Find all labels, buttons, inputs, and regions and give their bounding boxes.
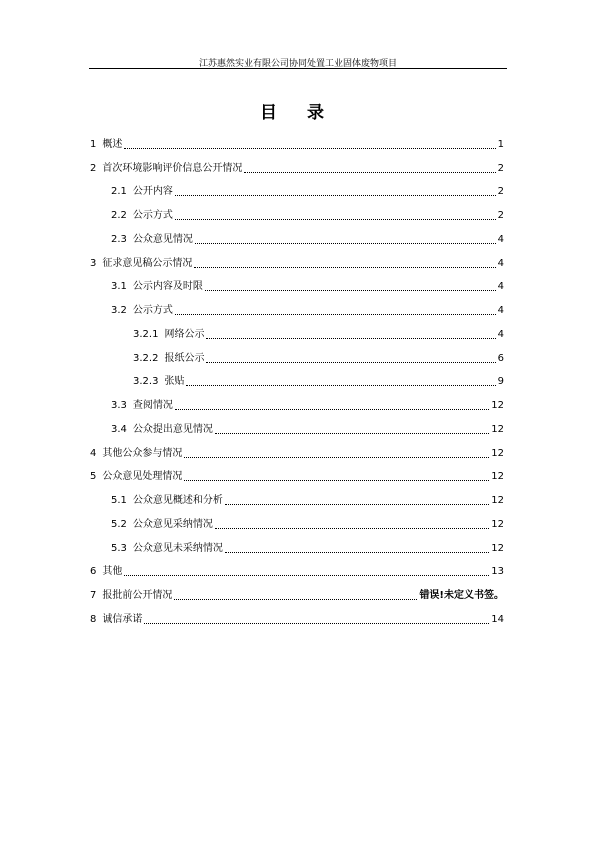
toc-leader-dots xyxy=(215,527,489,529)
toc-entry[interactable] xyxy=(90,412,504,436)
toc-entry-number: 1 xyxy=(90,138,97,150)
toc-entry-page: 12 xyxy=(491,518,504,530)
toc-leader-dots xyxy=(194,266,495,268)
toc-leader-dots xyxy=(186,384,495,386)
toc-entry-page: 错误!未定义书签。 xyxy=(419,590,504,601)
toc-entry-page: 12 xyxy=(491,447,504,459)
toc-entry[interactable] xyxy=(90,602,504,626)
toc-entry-page: 14 xyxy=(491,613,504,625)
toc-entry-title: 网络公示 xyxy=(164,328,205,340)
toc-entry-number: 5.3 xyxy=(111,542,127,554)
toc-entry-title: 公示方式 xyxy=(132,305,173,316)
toc-entry-title: 征求意见稿公示情况 xyxy=(102,257,193,269)
toc-entry[interactable] xyxy=(90,388,504,412)
toc-entry[interactable] xyxy=(90,365,504,389)
toc-entry[interactable] xyxy=(90,436,504,460)
toc-entry-title: 公众提出意见情况 xyxy=(132,423,213,435)
toc-entry-page: 12 xyxy=(491,542,504,554)
toc-entry-title: 概述 xyxy=(102,138,123,150)
toc-leader-dots xyxy=(175,194,496,196)
toc-entry-title: 公众意见情况 xyxy=(132,233,193,245)
toc-entry-title: 报批前公开情况 xyxy=(102,590,173,601)
toc-title: 目 录 xyxy=(260,103,336,123)
toc-leader-dots xyxy=(205,289,496,291)
toc-entry-title: 其他公众参与情况 xyxy=(102,447,183,459)
toc-entry-number: 6 xyxy=(90,566,97,578)
header-divider xyxy=(89,68,507,69)
toc-entry-title: 公众意见采纳情况 xyxy=(132,518,213,530)
toc-leader-dots xyxy=(184,479,489,481)
toc-entry-page: 4 xyxy=(497,257,504,269)
toc-entry[interactable] xyxy=(90,578,504,602)
toc-entry-number: 7 xyxy=(90,590,97,601)
toc-entry-number: 3.2.2 xyxy=(133,352,159,364)
toc-entry[interactable] xyxy=(90,270,504,294)
toc-entry-number: 2.2 xyxy=(111,210,127,221)
toc-entry-title: 报纸公示 xyxy=(164,352,205,364)
toc-entry-page: 2 xyxy=(497,210,504,221)
toc-entry[interactable] xyxy=(90,531,504,555)
toc-leader-dots xyxy=(225,503,489,505)
toc-entry-page: 4 xyxy=(497,281,504,293)
toc-entry-title: 其他 xyxy=(102,566,123,578)
toc-leader-dots xyxy=(174,598,417,600)
toc-entry-page: 12 xyxy=(491,471,504,483)
toc-entry-page: 4 xyxy=(497,328,504,340)
toc-entry-number: 2 xyxy=(90,162,97,174)
toc-entry[interactable] xyxy=(90,460,504,484)
toc-leader-dots xyxy=(215,432,489,434)
toc-entry-number: 5.1 xyxy=(111,495,127,506)
toc-leader-dots xyxy=(175,218,496,220)
toc-entry-number: 8 xyxy=(90,613,97,625)
toc-entry[interactable] xyxy=(90,483,504,507)
toc-entry[interactable] xyxy=(90,507,504,531)
toc-leader-dots xyxy=(124,147,495,149)
toc-leader-dots xyxy=(195,242,496,244)
toc-entry-page: 13 xyxy=(491,566,504,578)
toc-entry-number: 4 xyxy=(90,447,97,459)
toc-entry-number: 3.2 xyxy=(111,305,127,316)
toc-entry[interactable] xyxy=(90,198,504,222)
toc-entry-number: 3.2.1 xyxy=(133,328,159,340)
toc-leader-dots xyxy=(206,337,495,339)
toc-entry-page: 4 xyxy=(497,305,504,316)
toc-entry[interactable] xyxy=(90,555,504,579)
toc-entry-number: 3.1 xyxy=(111,281,127,293)
toc-entry-title: 公众意见处理情况 xyxy=(102,471,183,483)
table-of-contents xyxy=(90,127,504,626)
toc-entry-page: 12 xyxy=(491,423,504,435)
toc-entry-title: 公众意见概述和分析 xyxy=(132,495,223,506)
toc-leader-dots xyxy=(225,551,489,553)
toc-entry-number: 3.3 xyxy=(111,400,127,411)
toc-entry-number: 2.3 xyxy=(111,233,127,245)
toc-entry-title: 首次环境影响评价信息公开情况 xyxy=(102,162,243,174)
toc-entry-title: 张贴 xyxy=(164,376,185,388)
toc-entry-title: 公开内容 xyxy=(132,186,173,198)
toc-entry[interactable] xyxy=(90,127,504,151)
toc-entry-number: 2.1 xyxy=(111,186,127,198)
toc-entry-page: 6 xyxy=(497,352,504,364)
toc-entry[interactable] xyxy=(90,293,504,317)
toc-leader-dots xyxy=(206,361,495,363)
toc-entry-title: 公示内容及时限 xyxy=(132,281,203,293)
toc-entry[interactable] xyxy=(90,341,504,365)
toc-entry-page: 12 xyxy=(491,400,504,411)
toc-leader-dots xyxy=(244,171,495,173)
toc-entry-page: 2 xyxy=(497,162,504,174)
toc-entry-title: 诚信承诺 xyxy=(102,613,143,625)
page-header: 江苏惠然实业有限公司协同处置工业固体废物项目 xyxy=(198,59,397,69)
toc-entry[interactable] xyxy=(90,246,504,270)
toc-entry-page: 2 xyxy=(497,186,504,198)
toc-entry-title: 公众意见未采纳情况 xyxy=(132,542,223,554)
toc-leader-dots xyxy=(175,313,496,315)
toc-entry[interactable] xyxy=(90,175,504,199)
toc-entry-number: 5.2 xyxy=(111,518,127,530)
toc-entry-page: 4 xyxy=(497,233,504,245)
toc-leader-dots xyxy=(184,456,489,458)
toc-entry-page: 12 xyxy=(491,495,504,506)
toc-entry-title: 查阅情况 xyxy=(132,400,173,411)
toc-entry-page: 9 xyxy=(497,376,504,388)
toc-entry-title: 公示方式 xyxy=(132,210,173,221)
toc-entry[interactable] xyxy=(90,222,504,246)
toc-leader-dots xyxy=(144,622,489,624)
toc-entry-number: 3 xyxy=(90,257,97,269)
toc-entry-page: 1 xyxy=(497,138,504,150)
toc-leader-dots xyxy=(175,408,489,410)
toc-entry[interactable] xyxy=(90,317,504,341)
toc-leader-dots xyxy=(124,574,489,576)
toc-entry-number: 3.2.3 xyxy=(133,376,159,388)
toc-entry-number: 5 xyxy=(90,471,97,483)
toc-entry[interactable] xyxy=(90,151,504,175)
toc-entry-number: 3.4 xyxy=(111,423,127,435)
